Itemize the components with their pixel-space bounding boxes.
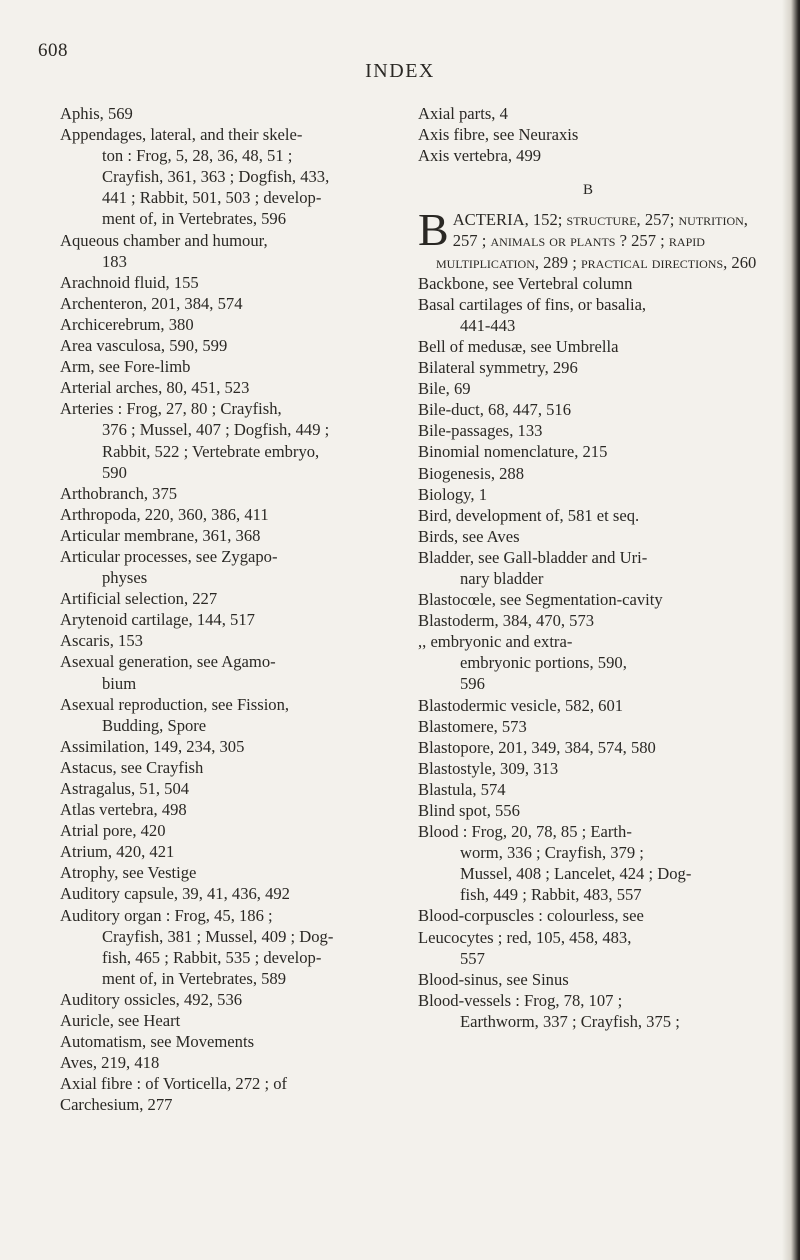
drop-cap-letter: B xyxy=(418,204,449,256)
index-entry-continuation: 557 xyxy=(460,948,485,968)
index-entry: Asexual reproduction, see Fission, xyxy=(60,694,290,714)
index-entry: Artificial selection, 227 xyxy=(60,589,218,609)
index-entry-continuation: fish, 449 ; Rabbit, 483, 557 xyxy=(460,885,642,905)
index-entry: Bile-duct, 68, 447, 516 xyxy=(418,400,572,420)
index-entry: Bladder, see Gall-bladder and Uri- xyxy=(418,547,648,567)
index-entry-continuation: 590 xyxy=(102,462,127,482)
index-entry: Ascaris, 153 xyxy=(60,631,143,651)
index-entry: Assimilation, 149, 234, 305 xyxy=(60,736,245,756)
index-entry: Blastocœle, see Segmentation-cavity xyxy=(418,590,663,610)
index-entry: Binomial nomenclature, 215 xyxy=(418,442,608,462)
index-entry-continuation: fish, 465 ; Rabbit, 535 ; develop- xyxy=(102,947,322,967)
index-entry: Bilateral symmetry, 296 xyxy=(418,358,578,378)
index-entry: ,, embryonic and extra- xyxy=(418,632,573,652)
index-entry: Arytenoid cartilage, 144, 517 xyxy=(60,610,255,630)
index-entry: Blastopore, 201, 349, 384, 574, 580 xyxy=(418,737,656,757)
index-entry: Area vasculosa, 590, 599 xyxy=(60,336,228,356)
index-column-left xyxy=(60,103,390,1116)
index-entry: Atrial pore, 420 xyxy=(60,821,166,841)
page-number: 608 xyxy=(38,40,68,61)
index-entry: Blind spot, 556 xyxy=(418,801,520,820)
index-entry-continuation: 441-443 xyxy=(460,315,516,335)
index-entry: Leucocytes ; red, 105, 458, 483, xyxy=(418,927,632,947)
index-entry: Auditory organ : Frog, 45, 186 ; xyxy=(60,905,273,925)
index-entry: Aqueous chamber and humour, xyxy=(60,230,268,250)
index-entry: Blood-sinus, see Sinus xyxy=(418,969,569,989)
index-entry: Arachnoid fluid, 155 xyxy=(60,272,199,292)
right-entries xyxy=(418,273,758,1032)
index-entry: Auricle, see Heart xyxy=(60,1011,181,1031)
index-entry-continuation: nary bladder xyxy=(460,568,544,588)
index-entry: Birds, see Aves xyxy=(418,526,520,546)
index-entry: Articular processes, see Zygapo- xyxy=(60,546,278,566)
index-entry-continuation: physes xyxy=(102,568,148,588)
index-entry: Basal cartilages of fins, or basalia, xyxy=(418,294,647,314)
section-letter-heading: B xyxy=(582,182,593,199)
index-entry: Axis vertebra, 499 xyxy=(418,146,542,166)
book-spine-shadow xyxy=(782,0,800,1260)
index-entry: Automatism, see Movements xyxy=(60,1032,255,1052)
index-entry-continuation: ton : Frog, 5, 28, 36, 48, 51 ; xyxy=(102,146,293,166)
index-entry: Axial parts, 4 xyxy=(418,104,508,123)
index-entry-continuation: worm, 336 ; Crayfish, 379 ; xyxy=(460,843,644,863)
index-entry: Arthropoda, 220, 360, 386, 411 xyxy=(60,504,269,524)
index-entry: Blood-vessels : Frog, 78, 107 ; xyxy=(418,990,623,1010)
index-entry: Blastula, 574 xyxy=(418,779,506,799)
index-entry-continuation: bium xyxy=(102,673,137,693)
index-entry: Atrophy, see Vestige xyxy=(60,863,197,883)
index-entry: Auditory ossicles, 492, 536 xyxy=(60,989,243,1009)
index-entry: Archenteron, 201, 384, 574 xyxy=(60,293,243,313)
index-column-right xyxy=(418,103,758,1032)
index-entry: Astragalus, 51, 504 xyxy=(60,779,190,798)
index-entry: Atrium, 420, 421 xyxy=(60,842,175,862)
index-entry-continuation: Earthworm, 337 ; Crayfish, 375 ; xyxy=(460,1011,680,1031)
index-entry: Blastoderm, 384, 470, 573 xyxy=(418,611,595,631)
index-entry-continuation: 183 xyxy=(102,251,127,271)
index-entry-continuation: ment of, in Vertebrates, 596 xyxy=(102,209,287,229)
index-entry: Biogenesis, 288 xyxy=(418,463,525,483)
index-entry-continuation: Budding, Spore xyxy=(102,715,207,735)
index-entry-bacteria xyxy=(418,204,758,272)
index-entry: Aves, 219, 418 xyxy=(60,1053,160,1073)
bacteria-entry-text: ACTERIA, 152; structure, 257; nutrition, 257 ; animals or plants ? 257 ; rapid multiplication, 289 ; practical directions, 260 xyxy=(436,210,757,272)
index-entry: Bird, development of, 581 et seq. xyxy=(418,505,640,525)
index-entry: Blood : Frog, 20, 78, 85 ; Earth- xyxy=(418,822,632,842)
index-entry: Arterial arches, 80, 451, 523 xyxy=(60,378,250,398)
index-entry: Axis fibre, see Neuraxis xyxy=(418,125,579,145)
index-entry: Astacus, see Crayfish xyxy=(60,757,204,777)
right-top-entries xyxy=(418,103,758,166)
index-entry-continuation: Mussel, 408 ; Lancelet, 424 ; Dog- xyxy=(460,864,692,884)
index-entry: Blastodermic vesicle, 582, 601 xyxy=(418,695,624,715)
index-entry: Blood-corpuscles : colourless, see xyxy=(418,906,644,926)
index-entry: Blastomere, 573 xyxy=(418,716,527,736)
index-entry: Arm, see Fore-limb xyxy=(60,357,191,377)
page-title: INDEX xyxy=(365,60,435,82)
index-entry: Bile-passages, 133 xyxy=(418,421,543,441)
index-entry-continuation: embryonic portions, 590, xyxy=(460,653,627,673)
index-entry: Aphis, 569 xyxy=(60,104,133,123)
index-entry-continuation: Crayfish, 381 ; Mussel, 409 ; Dog- xyxy=(102,926,334,946)
index-entry: Arthobranch, 375 xyxy=(60,483,178,503)
index-entry-continuation: 596 xyxy=(460,674,485,694)
index-entry: Articular membrane, 361, 368 xyxy=(60,525,261,545)
index-entry: Axial fibre : of Vorticella, 272 ; of xyxy=(60,1074,288,1094)
index-entry: Appendages, lateral, and their skele- xyxy=(60,125,303,145)
index-entry: Auditory capsule, 39, 41, 436, 492 xyxy=(60,884,290,904)
index-entry: Atlas vertebra, 498 xyxy=(60,800,187,820)
index-entry: Asexual generation, see Agamo- xyxy=(60,652,276,672)
index-entry: Arteries : Frog, 27, 80 ; Crayfish, xyxy=(60,399,282,419)
index-entry-continuation: ment of, in Vertebrates, 589 xyxy=(102,968,287,988)
index-entry: Backbone, see Vertebral column xyxy=(418,273,633,293)
index-entry: Archicerebrum, 380 xyxy=(60,314,194,334)
index-entry: Bell of medusæ, see Umbrella xyxy=(418,336,619,356)
index-entry: Bile, 69 xyxy=(418,379,471,399)
index-entry-continuation: Rabbit, 522 ; Vertebrate embryo, xyxy=(102,441,320,461)
index-entry: Biology, 1 xyxy=(418,484,487,504)
index-entry-continuation: Crayfish, 361, 363 ; Dogfish, 433, xyxy=(102,167,330,187)
index-entry-continuation: 376 ; Mussel, 407 ; Dogfish, 449 ; xyxy=(102,420,330,440)
index-entry-continuation: 441 ; Rabbit, 501, 503 ; develop- xyxy=(102,188,322,208)
index-entry: Blastostyle, 309, 313 xyxy=(418,758,559,778)
index-entry: Carchesium, 277 xyxy=(60,1095,173,1115)
